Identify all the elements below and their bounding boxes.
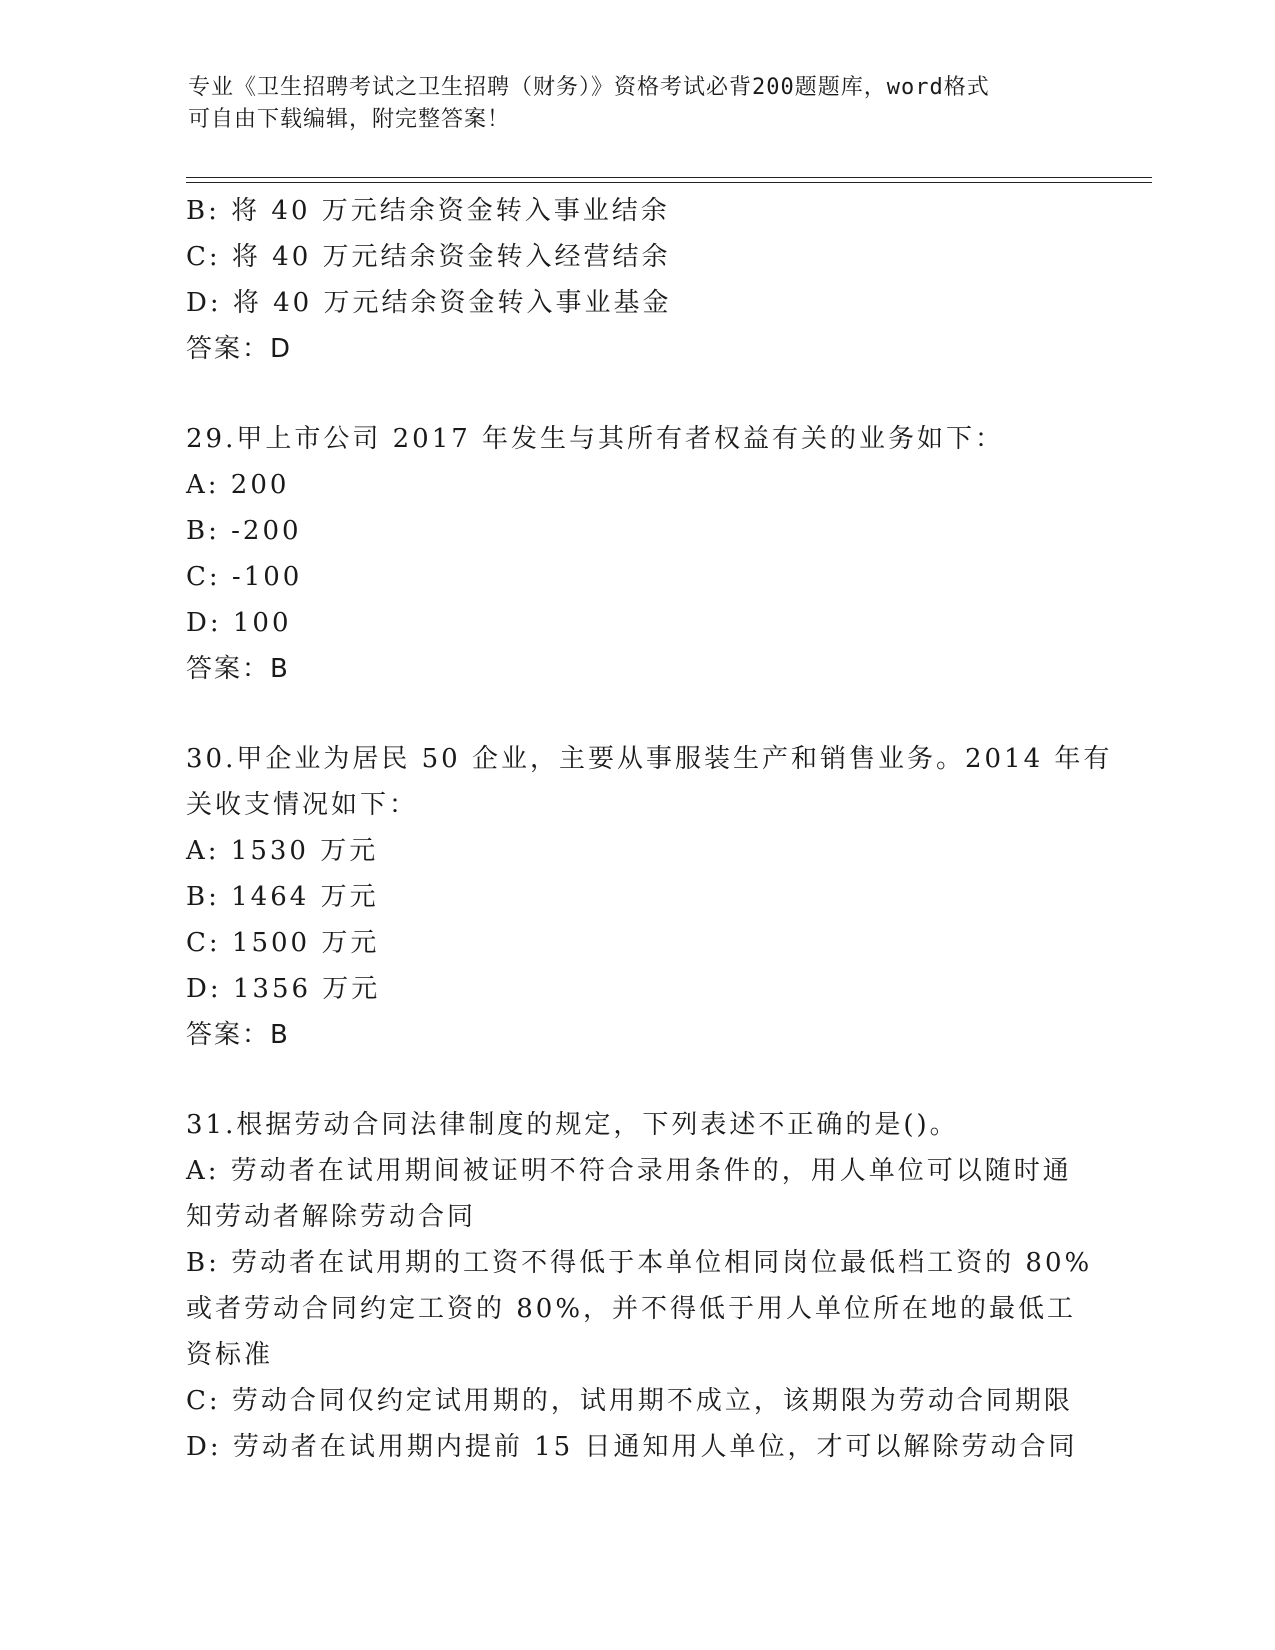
answer-line: 答案：B — [186, 654, 290, 684]
option-b: B: 1464 万元 — [186, 882, 379, 912]
option-b: B: -200 — [186, 516, 302, 546]
option-d: D: 劳动者在试用期内提前 15 日通知用人单位，才可以解除劳动合同 — [186, 1432, 1078, 1462]
header-rule-top — [186, 177, 1152, 178]
question-stem-line-2: 关收支情况如下： — [186, 790, 419, 820]
option-a-line-2: 知劳动者解除劳动合同 — [186, 1202, 477, 1232]
option-d: D: 100 — [186, 608, 292, 638]
question-stem: 31.根据劳动合同法律制度的规定，下列表述不正确的是()。 — [186, 1110, 959, 1140]
option-c: C: 1500 万元 — [186, 928, 380, 958]
question-content — [186, 188, 1113, 1470]
option-a-line-1: A: 劳动者在试用期间被证明不符合录用条件的，用人单位可以随时通 — [186, 1156, 1072, 1186]
answer-line: 答案：B — [186, 1020, 290, 1050]
option-b: B: 将 40 万元结余资金转入事业结余 — [186, 196, 670, 226]
option-a: A: 1530 万元 — [186, 836, 379, 866]
option-b-line-1: B: 劳动者在试用期的工资不得低于本单位相同岗位最低档工资的 80% — [186, 1248, 1093, 1278]
header-rule-bottom — [186, 182, 1152, 183]
option-c: C: 将 40 万元结余资金转入经营结余 — [186, 242, 671, 272]
spacer — [186, 1058, 1086, 1102]
question-stem-line-1: 30.甲企业为居民 50 企业，主要从事服装生产和销售业务。2014 年有 — [186, 744, 1113, 774]
option-c: C: 劳动合同仅约定试用期的，试用期不成立，该期限为劳动合同期限 — [186, 1386, 1073, 1416]
option-a: A: 200 — [186, 470, 290, 500]
question-stem: 29.甲上市公司 2017 年发生与其所有者权益有关的业务如下： — [186, 424, 1005, 454]
option-d: D: 将 40 万元结余资金转入事业基金 — [186, 288, 672, 318]
option-b-line-3: 资标准 — [186, 1340, 274, 1370]
header-line-1: 专业《卫生招聘考试之卫生招聘（财务）》资格考试必背200题题库，word格式 — [188, 75, 990, 100]
answer-line: 答案：D — [186, 334, 293, 364]
spacer — [186, 372, 1086, 416]
option-c: C: -100 — [186, 562, 303, 592]
option-b-line-2: 或者劳动合同约定工资的 80%，并不得低于用人单位所在地的最低工 — [186, 1294, 1077, 1324]
document-header — [188, 72, 1088, 136]
header-line-2: 可自由下载编辑，附完整答案！ — [188, 107, 511, 132]
question-29 — [186, 416, 1086, 692]
option-d: D: 1356 万元 — [186, 974, 381, 1004]
question-28-tail — [186, 188, 1086, 372]
spacer — [186, 692, 1086, 736]
question-31 — [186, 1102, 1093, 1470]
question-30 — [186, 736, 1113, 1058]
